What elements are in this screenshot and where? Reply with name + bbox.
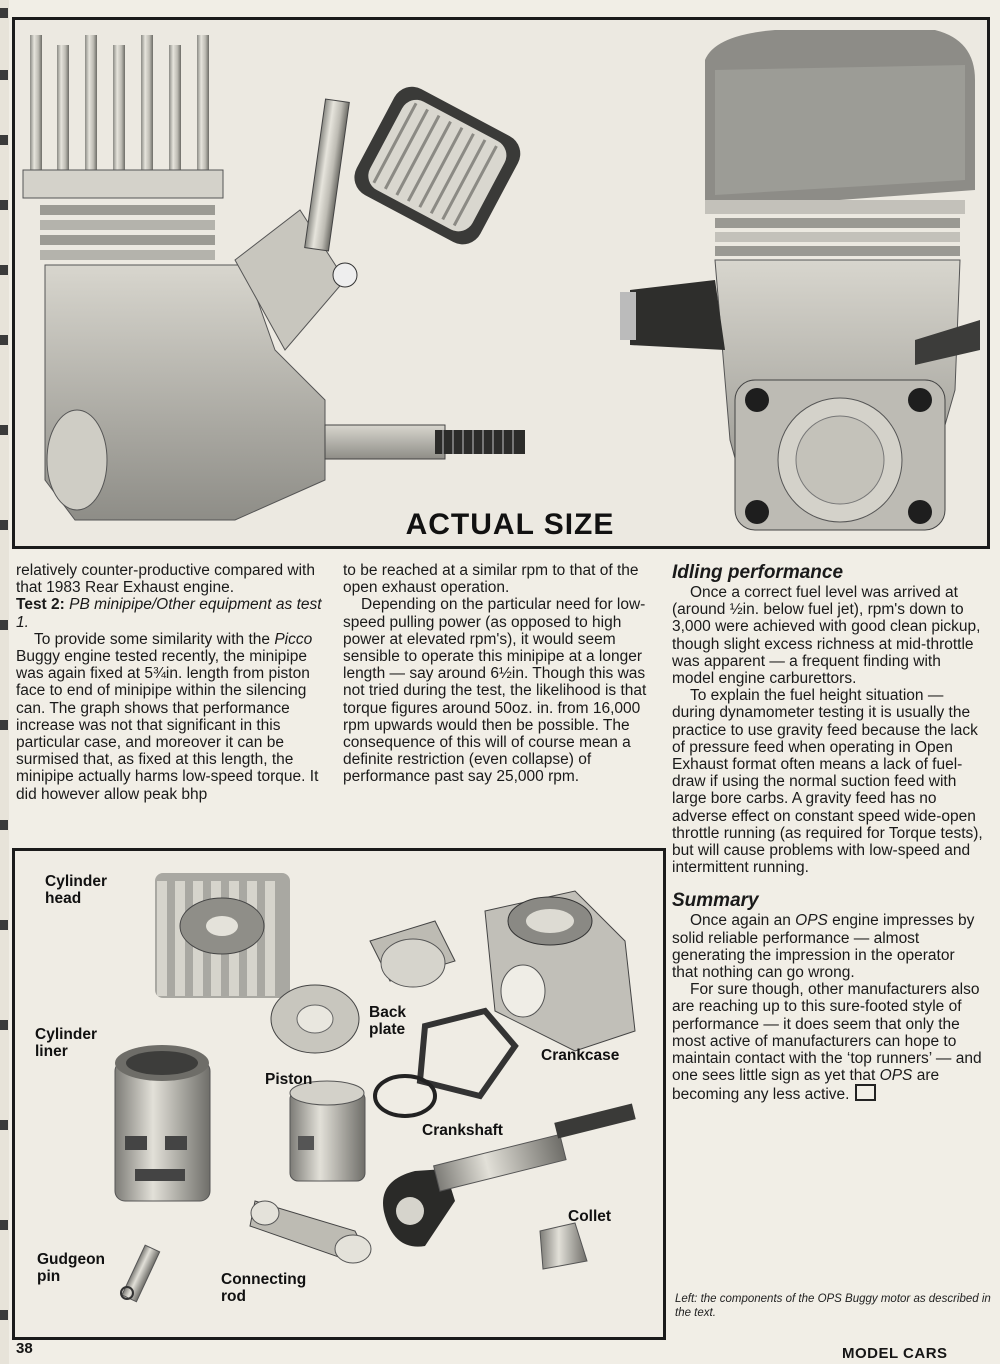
label-gudgeon-pin: Gudgeon pin — [37, 1251, 106, 1285]
text-run: are becoming any less active. — [672, 1067, 940, 1104]
paragraph: Depending on the particular need for low-speed pulling power (as opposed to high power at elevated rpm's), it would seem sensible to operate this minipipe at a longer length — say around 6½in. Though this was not tried during the test, the likelihood is that torque figures around 50oz. in. from 16,000 rpm upwards would then be possible. The consequence of this will of course mean a definite restriction (even collapse) of performance past say 25,000 rpm. — [343, 596, 647, 786]
paragraph: To explain the fuel height situation — during dynamometer testing it is usually the practice to use gravity feed because the lack of pressure feed when operating in Open Exhaust format often means a lack of fuel-draw if using the normal suction feed with large bore carbs. A gravity feed has no adverse effect on constant speed wide-open throttle running (as required for Torque tests), but will cause problems with low-speed and intermittent running. — [672, 687, 983, 877]
components-photo — [12, 848, 666, 1340]
text-run-italic: OPS — [795, 912, 828, 930]
engine-illustration — [15, 20, 987, 546]
gudgeon-pin-part — [121, 1245, 160, 1302]
label-collet: Collet — [568, 1208, 612, 1225]
text-column-1 — [16, 562, 328, 803]
back-plate-part — [370, 921, 455, 987]
paragraph — [672, 912, 984, 981]
text-run: To provide some similarity with the — [34, 630, 275, 648]
text-run: For sure though, other manufacturers also are reaching up to this sure-footed style of performance — it does seem that only the most active of manufacturers can hope to maintain contact with the ‘top runners’ — and one sees little sign as yet that — [672, 981, 982, 1085]
page-number: 38 — [16, 1340, 33, 1357]
text-run-italic: Picco — [274, 630, 313, 648]
text-run-italic: OPS — [879, 1067, 913, 1085]
test-2-line — [16, 596, 328, 630]
magazine-name: MODEL CARS — [842, 1345, 948, 1362]
text-run: Once again an — [690, 912, 796, 930]
photo-caption: Left: the components of the OPS Buggy motor as described in the text. — [675, 1293, 991, 1319]
page-edge-tabs — [0, 0, 9, 1364]
test-description: PB minipipe/Other equipment as test 1. — [16, 596, 322, 631]
paragraph — [672, 981, 984, 1103]
text-run: Buggy engine tested recently, the minipipe was again fixed at 5¾in. length from piston face to end of minipipe within the silencing can. The graph shows that performance increase was not that significant in this particular case, and moreover it can be surmised that, as fixed at this length, the minipipe actually harms low-speed torque. It did however allow peak bhp — [16, 648, 319, 803]
paragraph: to be reached at a similar rpm to that of the open exhaust operation. — [343, 562, 639, 597]
right-engine — [620, 30, 980, 530]
end-mark — [855, 1084, 876, 1101]
text-column-3 — [672, 562, 984, 1104]
label-crankcase: Crankcase — [541, 1047, 620, 1064]
actual-size-label: ACTUAL SIZE — [405, 508, 615, 541]
label-piston: Piston — [265, 1071, 313, 1088]
label-connecting-rod: Connecting rod — [221, 1271, 307, 1305]
piston-crown-part — [271, 985, 359, 1053]
gasket-part — [420, 1011, 515, 1096]
collet-part — [540, 1223, 587, 1269]
cylinder-head-part — [155, 873, 290, 998]
label-crankshaft: Crankshaft — [422, 1122, 503, 1139]
heading-summary: Summary — [672, 890, 759, 912]
engine-photo — [12, 17, 990, 549]
connecting-rod-part — [250, 1201, 371, 1263]
left-engine — [23, 35, 527, 520]
crankshaft-part — [383, 1104, 636, 1247]
label-back-plate: Back plate — [369, 1004, 407, 1038]
test-label: Test 2: — [16, 596, 65, 614]
paragraph: relatively counter-productive compared with that 1983 Rear Exhaust engine. — [16, 562, 315, 597]
piston-part — [290, 1081, 365, 1181]
cylinder-liner-part — [115, 1045, 210, 1201]
label-cylinder-liner: Cylinder liner — [35, 1026, 98, 1060]
text-column-2 — [343, 562, 655, 786]
paragraph — [16, 631, 328, 803]
heading-idling-performance: Idling performance — [672, 562, 844, 583]
text-run: engine impresses by solid reliable performance — almost generating the impression in the operator that nothing can go wrong. — [672, 912, 975, 982]
piston-ring-part — [375, 1076, 435, 1116]
crankcase-part — [485, 891, 635, 1051]
paragraph: Once a correct fuel level was arrived at (around ½in. below fuel jet), rpm's down to 3,000 were achieved with good clean pickup, though slight excess richness at mid-throttle was apparent — a frequent finding with model engine carburettors. — [672, 584, 981, 688]
label-cylinder-head: Cylinder head — [45, 873, 108, 907]
